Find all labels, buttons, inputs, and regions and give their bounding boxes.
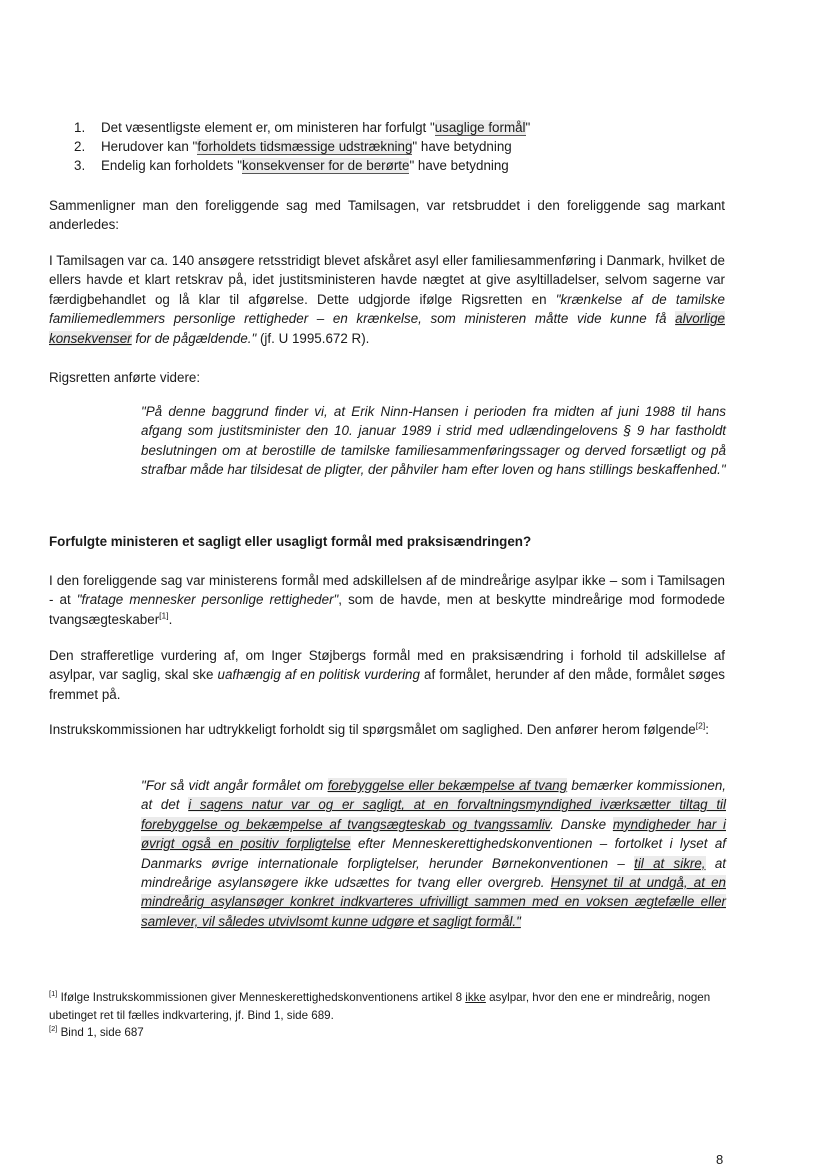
paragraph-tamil: I Tamilsagen var ca. 140 ansøgere retsstridigt blevet afskåret asyl eller familiesammenføring i Danmark, hvilket de ellers havde et klart retskrav på, idet justitsministeren havde nægtet at give asyltilladelser, selvom sagerne var færdigbehandlet og lå klar til afgørelse. Dette udgjorde ifølge Rigsretten en "krænkelse af de tamilske familiemedlemmers personlige rettigheder – en krænkelse, som ministeren måtte vide kunne få alvorlige konsekvenser for de pågældende." (jf. U 1995.672 R). [49, 253, 725, 346]
paragraph-purpose: I den foreliggende sag var ministerens formål med adskillelsen af de mindreårige asylpar ikke – som i Tamilsagen - at "fratage mennesker personlige rettigheder", som de havde, men at beskytte mindreårige mod formodede tvangsægteskaber[1]. [49, 573, 725, 627]
list-number: 3. [74, 158, 86, 173]
list-item: 3. Endelig kan forholdets "konsekvenser for de berørte" have betydning [74, 158, 509, 173]
list-item: 1. Det væsentligste element er, om ministeren har forfulgt "usaglige formål" [74, 120, 531, 135]
paragraph-commission: Instrukskommissionen har udtrykkeligt forholdt sig til spørgsmålet om saglighed. Den anfører herom følgende[2]: [49, 720, 709, 737]
footnote: [2] Bind 1, side 687 [49, 1024, 144, 1039]
list-number: 2. [74, 139, 86, 154]
footnote-mark: [1] [49, 989, 58, 999]
highlighted-phrase: forholdets tidsmæssige udstrækning [197, 139, 413, 154]
footnote-mark: [2] [49, 1024, 58, 1034]
blockquote-commission: "For så vidt angår formålet om forebyggelse eller bekæmpelse af tvang bemærker kommissionen, at det i sagens natur var og er sagligt, at en forvaltningsmyndighed iværksætter tiltag til forebyggelse og bekæmpelse af tvangsægteskab og tvangssamliv. Danske myndigheder har i øvrigt også en positiv forpligtelse efter Menneskerettighedskonventionen – fortolket i lyset af Danmarks øvrige internationale forpligtelser, herunder Børnekonventionen – til at sikre, at mindreårige asylansøgere ikke udsættes for tvang eller overgreb. Hensynet til at undgå, at en mindreårig asylansøger konkret indkvarteres ufrivilligt sammen med en voksen ægtefælle eller samlever, vil således utvivlsomt kunne udgøre et sagligt formål." [141, 778, 726, 929]
list-item: 2. Herudover kan "forholdets tidsmæssige udstrækning" have betydning [74, 139, 512, 154]
highlighted-phrase: konsekvenser for de berørte [241, 158, 410, 173]
page-number: 8 [716, 1152, 724, 1167]
footnote-ref[interactable]: [2] [695, 720, 706, 731]
paragraph-compare: Sammenligner man den foreliggende sag med Tamilsagen, var retsbruddet i den foreliggende sag markant anderledes: [49, 198, 725, 233]
criteria-list [74, 118, 734, 175]
highlighted-phrase: usaglige formål [434, 120, 526, 135]
footnote: [1] Ifølge Instrukskommissionen giver Menneskerettighedskonventionens artikel 8 ikke asylpar, hvor den ene er mindreårig, nogen ubetinget ret til fælles indkvartering, jf. Bind 1, side 689. [49, 989, 711, 1022]
paragraph-criminal: Den strafferetlige vurdering af, om Inger Støjbergs formål med en praksisændring i forhold til adskillelse af asylpar, var saglig, skal ske uafhængig af en politisk vurdering af formålet, herunder af den måde, formålet søges fremmet på. [49, 648, 725, 702]
footnote-ref[interactable]: [1] [159, 610, 169, 621]
paragraph-rigsret: Rigsretten anførte videre: [49, 370, 201, 385]
section-heading: Forfulgte ministeren et sagligt eller usagligt formål med praksisændringen? [49, 534, 532, 549]
list-number: 1. [74, 120, 86, 135]
footnotes [49, 989, 739, 1042]
blockquote-rigsret: "På denne baggrund finder vi, at Erik Ninn-Hansen i perioden fra midten af juni 1988 til hans afgang som justitsminister den 10. januar 1989 i strid med udlændingelovens § 9 har fastholdt beslutningen om at berostille de tamilske familiesammenføringssager og derved forsætligt og på strafbar måde har tilsidesat de pligter, der påhviler ham efter loven og hans stillings beskaffenhed." [141, 404, 726, 478]
